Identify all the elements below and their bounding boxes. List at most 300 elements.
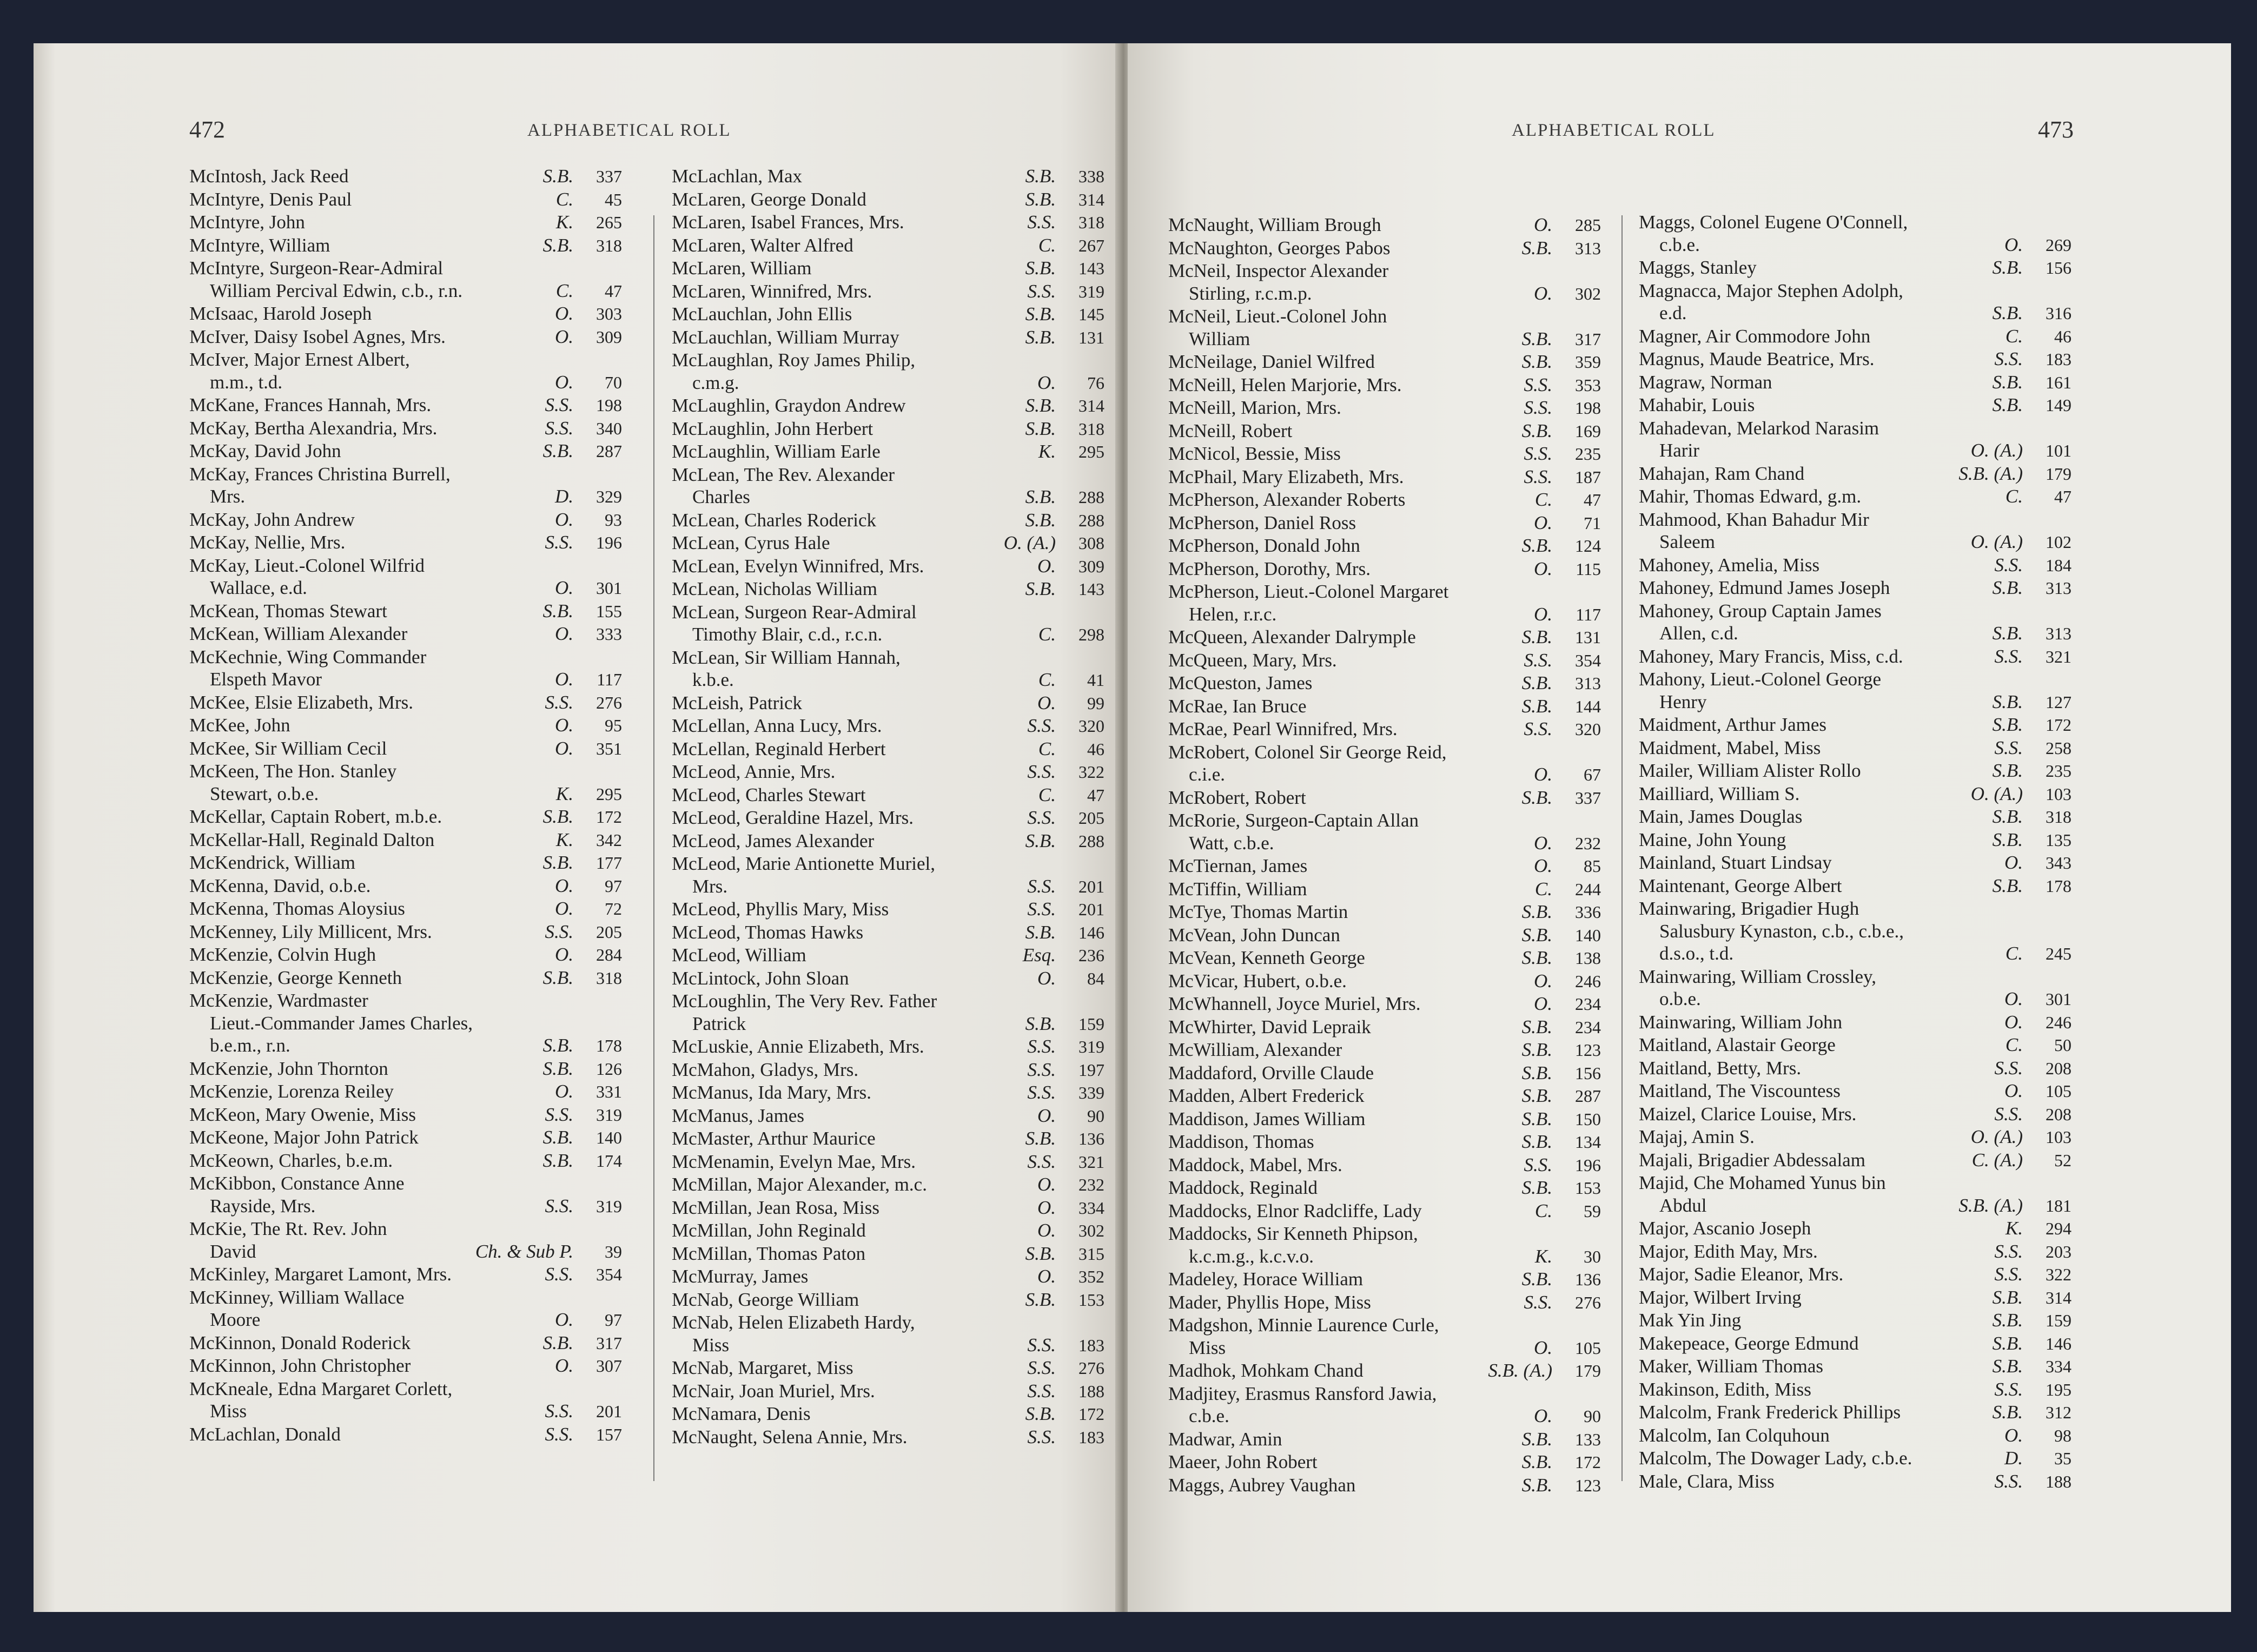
entry-class: O. [554, 326, 573, 347]
entry-class: S.S. [545, 1195, 573, 1217]
entry-class: S.B. [1521, 901, 1552, 922]
entry-continuation [189, 1195, 622, 1218]
entry-class: S.B. [1992, 577, 2023, 598]
entry-class: O. [554, 1309, 573, 1330]
entry-page: 205 [596, 922, 622, 942]
entry-class: S.B. [542, 1332, 573, 1353]
entry-class: S.B. [1992, 875, 2023, 896]
roll-entry [672, 1197, 1104, 1220]
roll-entry [1168, 1474, 1601, 1497]
entry-name: McLintock, John Sloan [672, 967, 849, 989]
right-column-1 [1168, 214, 1601, 1497]
entry-class: S.S. [545, 417, 573, 439]
entry-page: 339 [1078, 1083, 1104, 1102]
entry-class: C. [1038, 784, 1056, 805]
roll-entry [672, 1265, 1104, 1288]
entry-page: 174 [596, 1151, 622, 1171]
entry-name: Magnacca, Major Stephen Adolph, [1639, 280, 1903, 301]
entry-continuation [189, 1012, 622, 1035]
entry-page: 138 [1575, 948, 1601, 968]
entry-class: S.S. [1027, 1082, 1056, 1103]
roll-entry [672, 349, 1104, 372]
entry-name: McVicar, Hubert, o.b.e. [1168, 970, 1347, 992]
entry-name: McMillan, Jean Rosa, Miss [672, 1197, 880, 1218]
roll-entry [189, 1058, 622, 1081]
entry-continuation [1168, 603, 1601, 626]
entry-page: 318 [2046, 807, 2071, 827]
roll-entry [1639, 1263, 2071, 1286]
entry-class: S.B. [1521, 328, 1552, 349]
entry-page: 318 [596, 235, 622, 255]
entry-name: McMillan, Major Alexander, m.c. [672, 1174, 927, 1195]
entry-class: O. [2004, 1424, 2023, 1446]
entry-class: S.S. [1994, 1057, 2023, 1079]
entry-class: S.S. [545, 394, 573, 415]
entry-page: 197 [1078, 1060, 1104, 1080]
entry-name: Mahoney, Edmund James Joseph [1639, 577, 1890, 598]
entry-name: McQueen, Alexander Dalrymple [1168, 626, 1416, 647]
entry-name: McKay, Frances Christina Burrell, [189, 463, 451, 485]
entry-page: 201 [1078, 876, 1104, 896]
entry-page: 157 [596, 1424, 622, 1444]
roll-entry [672, 1426, 1104, 1449]
roll-entry [1168, 878, 1601, 901]
roll-entry [1639, 966, 2071, 988]
entry-name: Maddison, Thomas [1168, 1131, 1314, 1152]
entry-page: 93 [605, 510, 622, 530]
entry-page: 319 [1078, 1037, 1104, 1056]
entry-class: S.S. [1994, 554, 2023, 576]
entry-page: 172 [1078, 1404, 1104, 1424]
entry-name: McKee, John [189, 715, 290, 736]
entry-name: Maddocks, Sir Kenneth Phipson, [1168, 1223, 1418, 1244]
entry-page: 288 [1078, 510, 1104, 530]
entry-name: Mrs. [210, 486, 246, 507]
entry-name: McNicol, Bessie, Miss [1168, 443, 1341, 464]
entry-class: S.B. [1025, 257, 1056, 279]
entry-class: C. [1534, 878, 1552, 900]
entry-class: O. [554, 623, 573, 644]
entry-name: McRae, Ian Bruce [1168, 695, 1307, 717]
entry-class: O. [1037, 1105, 1056, 1126]
entry-page: 67 [1584, 765, 1601, 784]
entry-page: 267 [1078, 235, 1104, 255]
entry-name: Moore [210, 1309, 261, 1330]
entry-page: 153 [1575, 1178, 1601, 1198]
entry-page: 353 [1575, 375, 1601, 395]
roll-entry [1639, 1080, 2071, 1103]
roll-entry [1168, 1359, 1601, 1383]
entry-page: 39 [605, 1241, 622, 1261]
entry-class: S.B. [1025, 1013, 1056, 1034]
entry-name: McRobert, Robert [1168, 787, 1306, 808]
entry-name: McKay, Bertha Alexandria, Mrs. [189, 417, 438, 439]
entry-class: K. [1038, 441, 1056, 462]
entry-class: S.S. [1524, 649, 1552, 671]
entry-continuation [189, 1309, 622, 1332]
entry-page: 276 [1078, 1358, 1104, 1378]
roll-entry [1639, 508, 2071, 531]
roll-entry [189, 1286, 622, 1309]
entry-name: McMahon, Gladys, Mrs. [672, 1059, 859, 1080]
entry-page: 178 [596, 1036, 622, 1055]
entry-name: Lieut.-Commander James Charles, [210, 1012, 473, 1034]
roll-entry [189, 737, 622, 761]
entry-continuation [1639, 691, 2071, 714]
entry-name: McIntyre, William [189, 234, 330, 256]
right-column-2 [1639, 211, 2071, 1493]
entry-page: 309 [1078, 556, 1104, 576]
entry-page: 319 [596, 1105, 622, 1125]
entry-name: McKee, Sir William Cecil [189, 737, 387, 759]
entry-name: Madwar, Amin [1168, 1428, 1282, 1450]
entry-page: 314 [1078, 189, 1104, 209]
entry-class: S.B. [1992, 1402, 2023, 1423]
entry-name: McKeown, Charles, b.e.m. [189, 1149, 393, 1171]
entry-name: Wallace, e.d. [210, 577, 307, 598]
roll-entry [1639, 1126, 2071, 1149]
entry-name: David [210, 1240, 256, 1262]
entry-class: O. [1037, 1266, 1056, 1287]
roll-entry [1168, 970, 1601, 993]
entry-page: 342 [596, 830, 622, 850]
entry-class: S.B. [1025, 326, 1056, 348]
entry-page: 316 [2046, 303, 2071, 323]
roll-entry [672, 1173, 1104, 1197]
roll-entry [672, 967, 1104, 990]
entry-class: S.S. [1524, 374, 1552, 395]
entry-class: K. [555, 212, 573, 233]
entry-name: McLuskie, Annie Elizabeth, Mrs. [672, 1036, 924, 1057]
entry-page: 320 [1575, 719, 1601, 739]
entry-continuation [1168, 763, 1601, 787]
roll-entry [189, 851, 622, 875]
entry-class: S.B. [1992, 302, 2023, 323]
roll-entry [1639, 1424, 2071, 1448]
roll-entry [1168, 580, 1601, 603]
entry-page: 321 [1078, 1152, 1104, 1172]
entry-class: S.B. [542, 1058, 573, 1079]
roll-entry [1168, 534, 1601, 558]
entry-continuation [189, 1400, 622, 1423]
entry-page: 46 [2054, 326, 2071, 346]
entry-page: 103 [2046, 784, 2071, 804]
entry-name: Major, Ascanio Joseph [1639, 1218, 1811, 1239]
roll-entry [1168, 488, 1601, 512]
entry-name: Mahoney, Mary Francis, Miss, c.d. [1639, 645, 1903, 667]
entry-page: 198 [1575, 398, 1601, 418]
entry-class: S.S. [1027, 1426, 1056, 1448]
entry-page: 333 [596, 624, 622, 644]
entry-name: McMillan, John Reginald [672, 1220, 866, 1241]
entry-class: O. [2004, 1080, 2023, 1101]
entry-class: C. [2005, 1034, 2023, 1055]
roll-entry [672, 509, 1104, 532]
roll-entry [672, 1035, 1104, 1059]
entry-page: 188 [1078, 1381, 1104, 1401]
roll-entry [189, 165, 622, 188]
roll-entry [1168, 1291, 1601, 1314]
entry-class: S.S. [1524, 466, 1552, 487]
entry-class: S.B. [1992, 760, 2023, 781]
entry-class: K. [555, 783, 573, 804]
entry-class: S.B. [1992, 691, 2023, 712]
entry-page: 340 [596, 418, 622, 438]
roll-entry [672, 1357, 1104, 1380]
entry-name: McIntyre, Denis Paul [189, 188, 352, 210]
entry-class: K. [1534, 1245, 1552, 1267]
entry-class: O. (A.) [1970, 1126, 2023, 1147]
entry-name: McLaren, Winnifred, Mrs. [672, 280, 872, 302]
entry-name: McLean, Surgeon Rear-Admiral [672, 601, 917, 623]
entry-page: 131 [1078, 327, 1104, 347]
entry-page: 123 [1575, 1040, 1601, 1060]
roll-entry [672, 211, 1104, 234]
entry-name: Mainwaring, William Crossley, [1639, 966, 1876, 987]
entry-class: S.S. [1524, 1154, 1552, 1175]
entry-class: O. [1037, 1220, 1056, 1241]
entry-name: McLaren, Walter Alfred [672, 234, 853, 256]
entry-page: 276 [1575, 1292, 1601, 1312]
entry-name: b.e.m., r.n. [210, 1035, 290, 1056]
roll-entry [672, 1127, 1104, 1151]
entry-name: Watt, c.b.e. [1189, 832, 1274, 854]
entry-page: 246 [2046, 1012, 2071, 1032]
entry-name: McLeod, James Alexander [672, 830, 875, 851]
entry-name: McLellan, Anna Lucy, Mrs. [672, 715, 882, 736]
entry-class: O. (A.) [1970, 783, 2023, 804]
roll-entry [1168, 214, 1601, 237]
entry-name: McKenzie, Lorenza Reiley [189, 1081, 394, 1102]
entry-page: 140 [596, 1128, 622, 1147]
entry-page: 41 [1087, 670, 1104, 690]
entry-class: S.B. [542, 1127, 573, 1148]
entry-name: Mailer, William Alister Rollo [1639, 760, 1861, 781]
entry-name: McLachlan, Donald [189, 1423, 341, 1445]
entry-name: Timothy Blair, c.d., r.c.n. [692, 624, 883, 645]
entry-class: S.B. [542, 600, 573, 622]
roll-entry [1168, 1016, 1601, 1039]
entry-page: 318 [596, 968, 622, 988]
entry-name: McQueston, James [1168, 672, 1313, 693]
entry-page: 140 [1575, 925, 1601, 945]
entry-page: 208 [2046, 1058, 2071, 1078]
entry-name: k.c.m.g., k.c.v.o. [1189, 1245, 1314, 1267]
entry-page: 337 [596, 167, 622, 186]
entry-name: McLeod, Charles Stewart [672, 784, 866, 805]
roll-entry [1168, 1451, 1601, 1474]
entry-page: 172 [1575, 1452, 1601, 1472]
entry-name: Maker, William Thomas [1639, 1356, 1823, 1377]
entry-class: S.B. [1992, 1332, 2023, 1354]
entry-class: S.B. [1521, 237, 1552, 259]
entry-class: S.S. [1027, 1334, 1056, 1356]
entry-class: S.B. (A.) [1958, 1194, 2023, 1216]
roll-entry [1168, 374, 1601, 397]
entry-page: 85 [1584, 856, 1601, 876]
entry-page: 117 [1576, 604, 1601, 624]
entry-name: Malcolm, The Dowager Lady, c.b.e. [1639, 1448, 1912, 1469]
entry-class: S.S. [1027, 1357, 1056, 1378]
entry-continuation [189, 577, 622, 600]
roll-entry [1168, 901, 1601, 924]
entry-page: 295 [596, 784, 622, 804]
entry-name: McKay, John Andrew [189, 508, 355, 530]
roll-entry [672, 532, 1104, 555]
entry-page: 76 [1087, 373, 1104, 393]
entry-page: 155 [596, 601, 622, 621]
entry-name: Majali, Brigadier Abdessalam [1639, 1149, 1865, 1171]
entry-class: O. [1533, 558, 1552, 579]
roll-entry [672, 921, 1104, 944]
entry-name: Mader, Phyllis Hope, Miss [1168, 1291, 1371, 1313]
entry-name: Maizel, Clarice Louise, Mrs. [1639, 1103, 1857, 1125]
roll-entry [189, 1423, 622, 1446]
entry-page: 208 [2046, 1104, 2071, 1124]
roll-entry [1168, 260, 1601, 282]
entry-page: 338 [1078, 167, 1104, 186]
entry-class: K. [555, 829, 573, 850]
roll-entry [672, 394, 1104, 418]
entry-page: 336 [1575, 902, 1601, 922]
roll-entry [1168, 741, 1601, 764]
entry-page: 136 [1575, 1270, 1601, 1289]
entry-page: 354 [1575, 650, 1601, 670]
entry-name: McRorie, Surgeon-Captain Allan [1168, 810, 1419, 831]
entry-name: McIntyre, Surgeon-Rear-Admiral [189, 257, 444, 279]
roll-entry [189, 234, 622, 257]
entry-name: McKeen, The Hon. Stanley [189, 761, 397, 782]
entry-class: O. [554, 508, 573, 530]
entry-page: 302 [1078, 1221, 1104, 1240]
right-page-number: 473 [2038, 116, 2074, 143]
roll-entry [189, 1332, 622, 1355]
roll-entry [189, 829, 622, 852]
entry-name: McMenamin, Evelyn Mae, Mrs. [672, 1151, 916, 1172]
entry-name: McQueen, Mary, Mrs. [1168, 649, 1337, 671]
entry-name: McLaughlin, William Earle [672, 441, 881, 462]
entry-page: 156 [1575, 1063, 1601, 1083]
entry-name: McPherson, Donald John [1168, 535, 1360, 556]
entry-class: S.B. [542, 852, 573, 873]
entry-continuation [672, 623, 1104, 646]
entry-page: 245 [2046, 944, 2071, 963]
entry-class: S.S. [1027, 898, 1056, 920]
entry-page: 276 [596, 692, 622, 712]
roll-entry [1168, 1383, 1601, 1405]
roll-entry [672, 715, 1104, 738]
entry-class: O. [2004, 234, 2023, 255]
entry-name: McKibbon, Constance Anne [189, 1173, 405, 1194]
entry-name: Henry [1659, 691, 1707, 712]
roll-entry [1168, 924, 1601, 947]
entry-class: C. (A.) [1971, 1149, 2023, 1171]
roll-entry [672, 944, 1104, 967]
roll-entry [189, 554, 622, 577]
entry-class: S.S. [1994, 1264, 2023, 1285]
entry-page: 146 [1078, 922, 1104, 942]
entry-name: McLaren, William [672, 257, 812, 279]
roll-entry [672, 784, 1104, 807]
entry-name: Rayside, Mrs. [210, 1195, 316, 1217]
entry-class: S.B. [542, 234, 573, 256]
entry-page: 90 [1087, 1106, 1104, 1126]
roll-entry [1168, 466, 1601, 489]
roll-entry [672, 1059, 1104, 1082]
entry-page: 319 [1078, 281, 1104, 301]
entry-class: Esq. [1022, 944, 1056, 966]
roll-entry [1639, 1240, 2071, 1264]
roll-entry [1639, 1057, 2071, 1080]
entry-class: O. [1533, 214, 1552, 235]
entry-class: O. [554, 875, 573, 896]
roll-entry [189, 1172, 622, 1195]
entry-name: McLean, Nicholas William [672, 578, 877, 599]
entry-name: Helen, r.r.c. [1189, 603, 1277, 625]
entry-page: 265 [596, 213, 622, 232]
entry-name: McKay, Lieut.-Colonel Wilfrid [189, 554, 425, 576]
entry-class: S.S. [1994, 737, 2023, 758]
entry-name: McLeod, Geraldine Hazel, Mrs. [672, 807, 914, 828]
roll-entry [1639, 1011, 2071, 1034]
entry-page: 99 [1087, 693, 1104, 713]
entry-name: Malcolm, Frank Frederick Phillips [1639, 1402, 1901, 1423]
entry-page: 172 [596, 807, 622, 827]
roll-entry [189, 600, 622, 623]
entry-class: O. [554, 898, 573, 919]
roll-entry [1639, 783, 2071, 806]
roll-entry [1168, 237, 1601, 260]
entry-class: O. [554, 715, 573, 736]
entry-class: S.S. [545, 1264, 573, 1285]
roll-entry [1639, 1172, 2071, 1194]
entry-name: Mahajan, Ram Chand [1639, 462, 1805, 484]
entry-name: McLoughlin, The Very Rev. Father [672, 990, 937, 1012]
entry-continuation [189, 783, 622, 806]
entry-name: McNeil, Lieut.-Colonel John [1168, 306, 1387, 327]
roll-entry [1639, 1332, 2071, 1356]
entry-page: 195 [2046, 1379, 2071, 1399]
entry-page: 135 [2046, 830, 2071, 850]
roll-entry [672, 440, 1104, 464]
entry-page: 136 [1078, 1129, 1104, 1148]
entry-class: O. [1037, 1197, 1056, 1218]
entry-class: D. [554, 486, 573, 507]
entry-name: McPherson, Lieut.-Colonel Margaret [1168, 581, 1449, 602]
entry-page: 179 [1575, 1361, 1601, 1380]
entry-class: S.B. [1992, 829, 2023, 850]
entry-class: S.B. [1025, 303, 1056, 325]
roll-entry [672, 1151, 1104, 1174]
entry-page: 318 [1078, 419, 1104, 439]
entry-name: McKenna, Thomas Aloysius [189, 898, 405, 919]
entry-page: 124 [1575, 536, 1601, 556]
entry-class: O. [2004, 988, 2023, 1009]
entry-class: S.B. (A.) [1958, 462, 2023, 484]
entry-page: 133 [1575, 1429, 1601, 1449]
entry-page: 314 [1078, 396, 1104, 415]
roll-entry [189, 921, 622, 944]
entry-page: 47 [1087, 785, 1104, 805]
entry-name: McKenzie, John Thornton [189, 1058, 388, 1079]
roll-entry [672, 1403, 1104, 1426]
entry-page: 234 [1575, 1017, 1601, 1037]
roll-entry [672, 165, 1104, 188]
entry-continuation [1639, 234, 2071, 257]
entry-name: Mrs. [692, 875, 728, 897]
roll-entry [672, 188, 1104, 212]
entry-class: O. [1533, 282, 1552, 304]
